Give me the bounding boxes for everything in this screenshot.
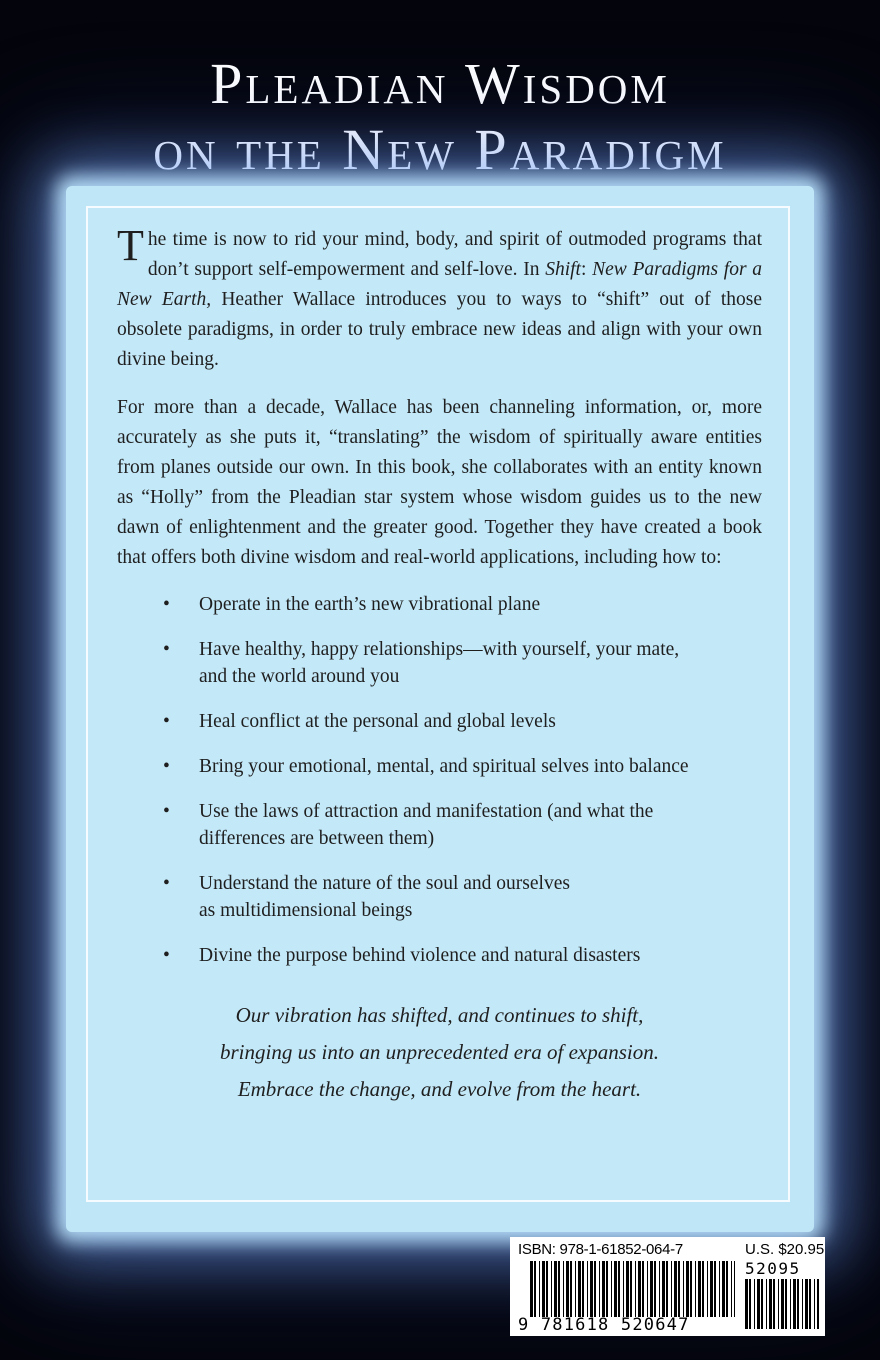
list-item-text: Bring your emotional, mental, and spiritual selves into balance [199,756,689,777]
list-item [117,870,762,924]
price-label: U.S. $20.95 [745,1241,825,1258]
bullet-icon: • [163,594,170,615]
list-item-text-cont: as multidimensional beings [199,900,413,921]
drop-cap: T [117,221,144,270]
bullet-icon: • [163,873,170,894]
list-item [117,591,762,618]
list-item-text: Understand the nature of the soul and ourselves [199,873,570,894]
intro-text-1: he time is now to rid your mind, body, and spirit of outmoded programs that don’t support self-empowerment and self-love. In [147,229,762,280]
book-subtitle: New Paradigms for a New Earth, [117,259,763,310]
benefits-list [117,591,762,969]
title-line-1: Pleadian Wisdom [210,51,670,116]
intro-text-2: Heather Wallace introduces you to ways to “shift” out of those obsolete paradigms, in order to truly embrace new ideas and align with your own divine being. [117,289,762,370]
intro-paragraph-1 [117,221,763,375]
bullet-icon: • [163,801,170,822]
bullet-icon: • [163,945,170,966]
price-code: 52095 [745,1259,801,1278]
list-item-text: Use the laws of attraction and manifestation (and what the [199,801,654,822]
isbn-label: ISBN: 978-1-61852-064-7 [518,1241,683,1258]
list-item-text-cont: and the world around you [199,666,400,687]
closing-line-3: Embrace the change, and evolve from the heart. [237,1077,642,1101]
book-title: Shift [545,259,581,280]
list-item [117,753,762,780]
barcode-number: 9 781618 520647 [518,1315,690,1335]
list-item-text: Heal conflict at the personal and global levels [199,711,556,732]
intro-paragraph-2: For more than a decade, Wallace has been channeling information, or, more accurately as she puts it, “translating” the wisdom of spiritually aware entities from planes outside our own. In this book, she collaborates with an entity known as “Holly” from the Pleadian star system whose wisdom guides us to the new dawn of enlightenment and the greater good. Together they have created a book that offers both divine wisdom and real-world applications, including how to: [117,397,762,568]
closing-quote [117,997,762,1108]
bullet-icon: • [163,711,170,732]
title-colon: : [580,259,593,280]
description-content [117,221,763,1108]
list-item-text: Have healthy, happy relationships—with yourself, your mate, [199,639,680,660]
closing-line-1: Our vibration has shifted, and continues to shift, [235,1003,644,1027]
list-item [117,636,762,690]
list-item-text-cont: differences are between them) [199,828,435,849]
bullet-icon: • [163,756,170,777]
price-barcode-bars [745,1279,819,1329]
bullet-icon: • [163,639,170,660]
list-item [117,798,762,852]
barcode-box [510,1237,825,1336]
closing-line-2: bringing us into an unprecedented era of expansion. [220,1040,659,1064]
list-item-text: Divine the purpose behind violence and natural disasters [199,945,641,966]
list-item-text: Operate in the earth’s new vibrational plane [199,594,541,615]
title-line-2: on the New Paradigm [153,117,727,182]
barcode-bars [530,1261,735,1317]
list-item [117,708,762,735]
list-item [117,942,762,969]
